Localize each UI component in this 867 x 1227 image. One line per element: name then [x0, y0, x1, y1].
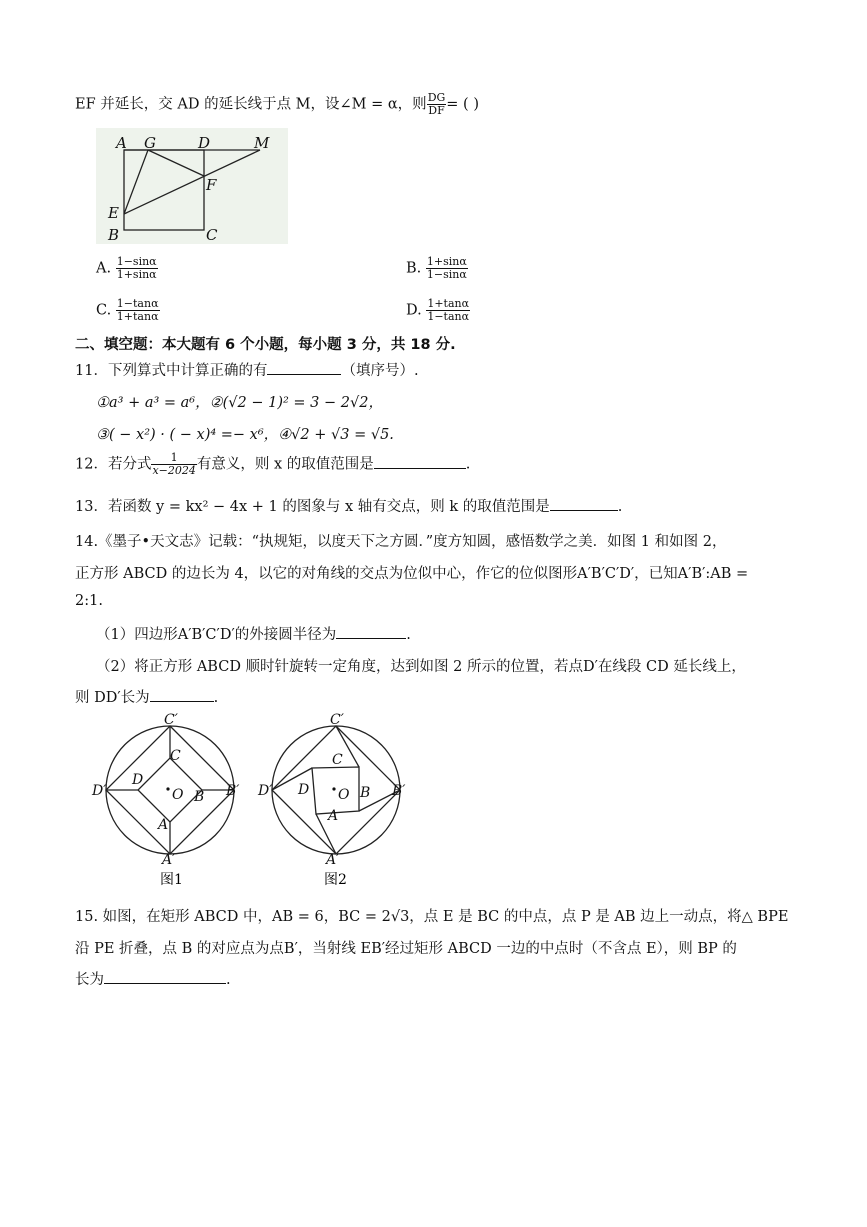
q11-stem-tail: （填序号）.	[341, 363, 419, 379]
q10-label-b: B	[108, 226, 120, 244]
q10-option-c-den: 1+tanα	[116, 310, 159, 323]
q14-sub2-line2	[75, 686, 218, 707]
q11-item-line1: ①a³ + a³ = a⁶，②(√2 − 1)² = 3 − 2√2，	[96, 395, 383, 411]
fig2-label-d: D	[298, 782, 310, 798]
q10-frac-den: DF	[428, 104, 445, 117]
q14-line2: 正方形 ABCD 的边长为 4，以它的对角线的交点为位似中心，作它的位似图形A′B′C′D′，已知A′B′:AB =	[75, 566, 749, 582]
q10-option-b-frac	[426, 256, 468, 281]
q14-sub2-blank[interactable]	[150, 687, 214, 702]
q12-frac-num: 1	[151, 452, 196, 465]
q10-option-d[interactable]	[406, 298, 470, 323]
fig1-caption: 图1	[160, 872, 183, 888]
q10-option-d-label: D.	[406, 302, 422, 319]
q11-answer-blank[interactable]	[267, 360, 341, 375]
q15-line3-tail: .	[226, 972, 231, 988]
fig2-label-a1: A′	[326, 852, 340, 868]
q14-sub2-text: 则 DD′长为	[75, 690, 150, 706]
q10-option-b-num: 1+sinα	[426, 255, 467, 268]
q15-line3-text: 长为	[75, 972, 104, 988]
fig1-center-dot	[166, 787, 169, 790]
fig2-circumcircle	[272, 726, 400, 854]
q14-sub2-line1: （2）将正方形 ABCD 顺时针旋转一定角度，达到如图 2 所示的位置，若点D′在线段 CD 延长线上，	[96, 659, 746, 675]
q10-stem	[75, 92, 479, 117]
q14-sub1-text: （1）四边形A′B′C′D′的外接圆半径为	[96, 627, 337, 643]
fig1-label-c: C	[170, 748, 181, 764]
q10-option-d-num: 1+tanα	[427, 297, 470, 310]
q11-stem	[75, 359, 419, 380]
q10-label-c: C	[206, 226, 218, 244]
fig1-label-a: A	[158, 817, 169, 833]
q13-stem	[75, 495, 622, 516]
q13-stem-text: 13．若函数 y = kx² − 4x + 1 的图象与 x 轴有交点，则 k 的取值范围是	[75, 499, 550, 515]
q10-option-d-den: 1−tanα	[427, 310, 470, 323]
q14-sub1	[96, 623, 411, 644]
q10-option-c-num: 1−tanα	[116, 297, 159, 310]
q10-label-e: E	[108, 204, 119, 222]
q15-line1: 15. 如图，在矩形 ABCD 中，AB = 6，BC = 2√3，点 E 是 BC 的中点，点 P 是 AB 边上一动点，将△ BPE	[75, 909, 789, 925]
q10-frac-num: DG	[427, 91, 446, 104]
q10-figure	[96, 128, 288, 244]
q14-figure2	[256, 712, 416, 888]
q14-sub1-blank[interactable]	[336, 624, 406, 639]
fig1-label-c1: C′	[164, 712, 178, 728]
q12-fraction	[151, 452, 196, 477]
fig2-label-c: C	[332, 752, 343, 768]
q13-stem-tail: .	[617, 499, 623, 515]
fig2-rotated-square	[312, 767, 359, 814]
q10-stem-tail: = ( )	[446, 96, 479, 113]
q12-frac-den: x−2024	[152, 464, 196, 477]
q12-stem-text: 12．若分式	[75, 456, 152, 473]
q10-label-m: M	[254, 134, 270, 152]
q10-stem-text: EF 并延长，交 AD 的延长线于点 M，设∠M = α，则	[75, 96, 427, 113]
q13-answer-blank[interactable]	[550, 496, 618, 511]
fig1-label-b: B	[194, 789, 205, 805]
q15-answer-blank[interactable]	[104, 969, 226, 984]
fig1-label-a1: A′	[162, 852, 176, 868]
fig1-inner-square	[138, 758, 205, 822]
q12-stem-mid: 有意义，则 x 的取值范围是	[196, 456, 374, 473]
q11-item-line2: ③( − x²) · ( − x)⁴ =− x⁶，④√2 + √3 = √5.	[96, 427, 394, 443]
q10-option-a-num: 1−sinα	[116, 255, 157, 268]
q14-sub1-tail: .	[406, 627, 411, 643]
fig2-label-b: B	[360, 785, 371, 801]
fig2-label-d1: D′	[258, 783, 273, 799]
fig2-label-a: A	[328, 808, 339, 824]
q14-figure1	[90, 712, 250, 888]
fig2-label-c1: C′	[330, 712, 344, 728]
q10-label-g: G	[144, 134, 156, 152]
q10-option-a-den: 1+sinα	[116, 268, 157, 281]
fig2-center-dot	[332, 787, 335, 790]
q10-option-c[interactable]	[96, 298, 160, 323]
q10-option-a-frac	[116, 256, 158, 281]
q10-label-d: D	[198, 134, 211, 152]
q12-stem	[75, 452, 470, 477]
q10-option-b-label: B.	[406, 260, 422, 277]
q10-option-b-den: 1−sinα	[426, 268, 467, 281]
q10-fraction	[427, 92, 447, 117]
q14-line1: 14.《墨子•天文志》记载：“执规矩，以度天下之方圆．”度方知圆，感悟数学之美．如图 1 和如图 2，	[75, 534, 727, 550]
q10-label-a: A	[116, 134, 127, 152]
q15-line2: 沿 PE 折叠，点 B 的对应点为点B′，当射线 EB′经过矩形 ABCD 一边的中点时（不含点 E），则 BP 的	[75, 941, 737, 957]
q10-label-f: F	[206, 176, 217, 194]
q15-line3	[75, 968, 231, 989]
fig1-label-b1: B′	[226, 783, 240, 799]
fig1-label-o: O	[172, 787, 184, 803]
q14-line3: 2:1.	[75, 593, 103, 609]
q12-stem-tail: .	[465, 456, 471, 473]
q14-sub2-tail: .	[213, 690, 219, 706]
fig2-label-b1: B′	[392, 783, 406, 799]
q10-option-a-label: A.	[96, 260, 112, 277]
q10-option-d-frac	[426, 298, 470, 323]
q10-option-c-frac	[116, 298, 160, 323]
q10-option-b[interactable]	[406, 256, 468, 281]
section2-heading: 二、填空题：本大题有 6 个小题，每小题 3 分，共 18 分.	[75, 337, 456, 353]
fig2-label-o: O	[338, 787, 350, 803]
fig1-label-d: D	[132, 772, 144, 788]
q11-stem-text: 11．下列算式中计算正确的有	[75, 363, 268, 379]
q12-answer-blank[interactable]	[374, 454, 466, 469]
q10-option-a[interactable]	[96, 256, 158, 281]
fig1-label-d1: D′	[92, 783, 107, 799]
q10-option-c-label: C.	[96, 302, 112, 319]
fig2-caption: 图2	[324, 872, 347, 888]
